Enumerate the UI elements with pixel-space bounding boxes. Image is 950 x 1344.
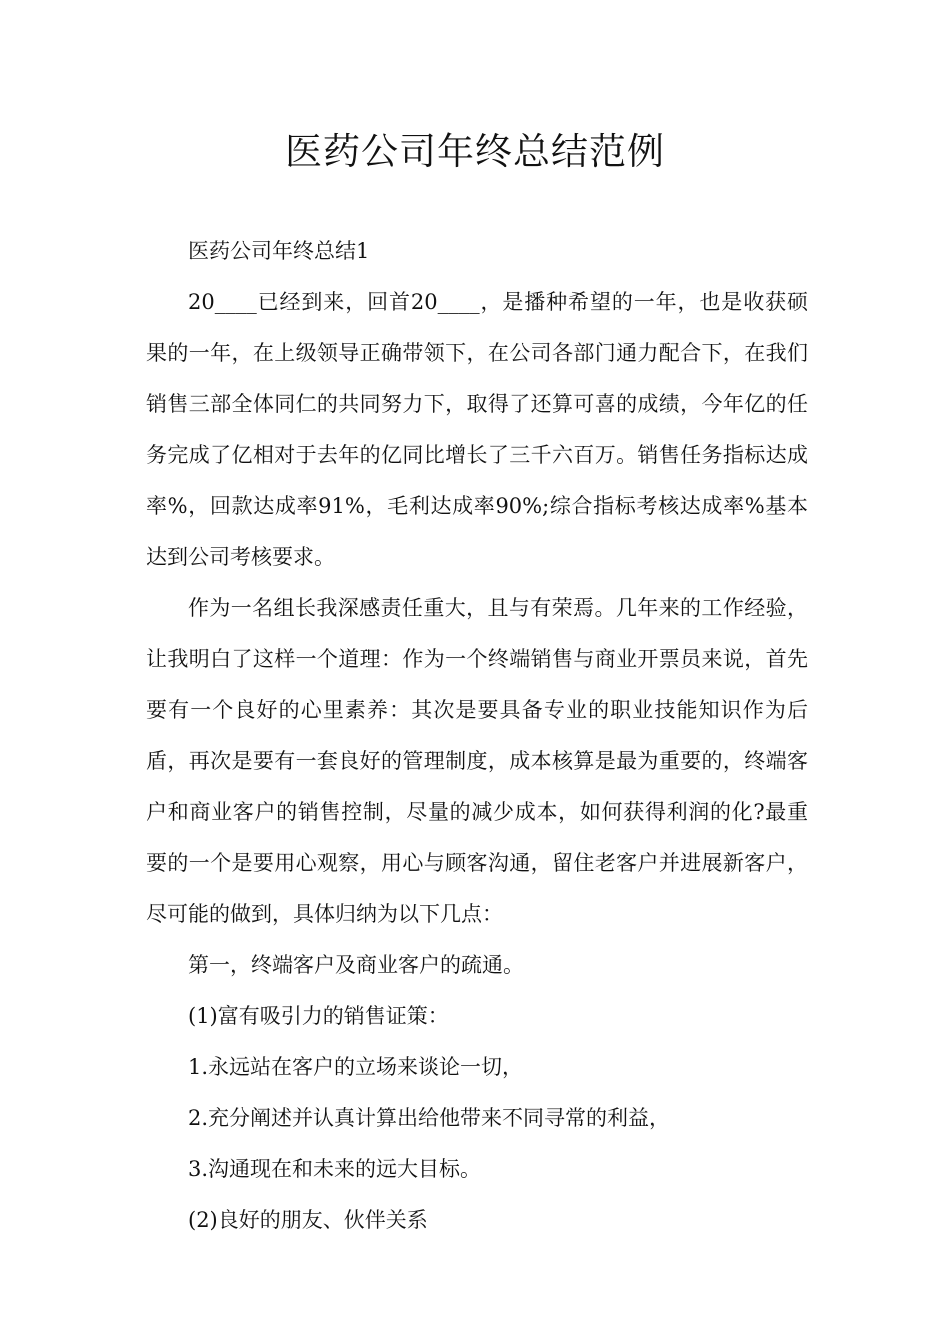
paragraph: 作为一名组长我深感责任重大，且与有荣焉。几年来的工作经验，让我明白了这样一个道理：作为一个终端销售与商业开票员来说，首先要有一个良好的心里素养：其次是要具备专业的职业技能知识作为后盾，再次是要有一套良好的管理制度，成本核算是最为重要的，终端客户和商业客户的销售控制，尽量的减少成本，如何获得利润的化?最重要的一个是要用心观察，用心与顾客沟通，留住老客户并进展新客户，尽可能的做到，具体归纳为以下几点： <box>146 596 808 926</box>
document-body <box>146 226 808 1246</box>
list-item: 1.永远站在客户的立场来谈论一切， <box>188 1055 524 1079</box>
paragraph: 第一，终端客户及商业客户的疏通。 <box>188 953 524 977</box>
paragraph: (1)富有吸引力的销售证策： <box>188 1004 449 1028</box>
paragraph: (2)良好的朋友、伙伴关系 <box>188 1208 428 1232</box>
paragraph: 20____已经到来，回首20____，是播种希望的一年，也是收获硕果的一年，在上级领导正确带领下，在公司各部门通力配合下，在我们销售三部全体同仁的共同努力下，取得了还算可喜的成绩，今年亿的任务完成了亿相对于去年的亿同比增长了三千六百万。销售任务指标达成率%，回款达成率91%，毛利达成率90%;综合指标考核达成率%基本达到公司考核要求。 <box>146 290 808 569</box>
list-item: 2.充分阐述并认真计算出给他带来不同寻常的利益， <box>188 1106 671 1130</box>
list-item: 3.沟通现在和未来的远大目标。 <box>188 1157 482 1181</box>
document-title: 医药公司年终总结范例 <box>285 130 665 173</box>
paragraph-subheading: 医药公司年终总结1 <box>188 239 370 263</box>
